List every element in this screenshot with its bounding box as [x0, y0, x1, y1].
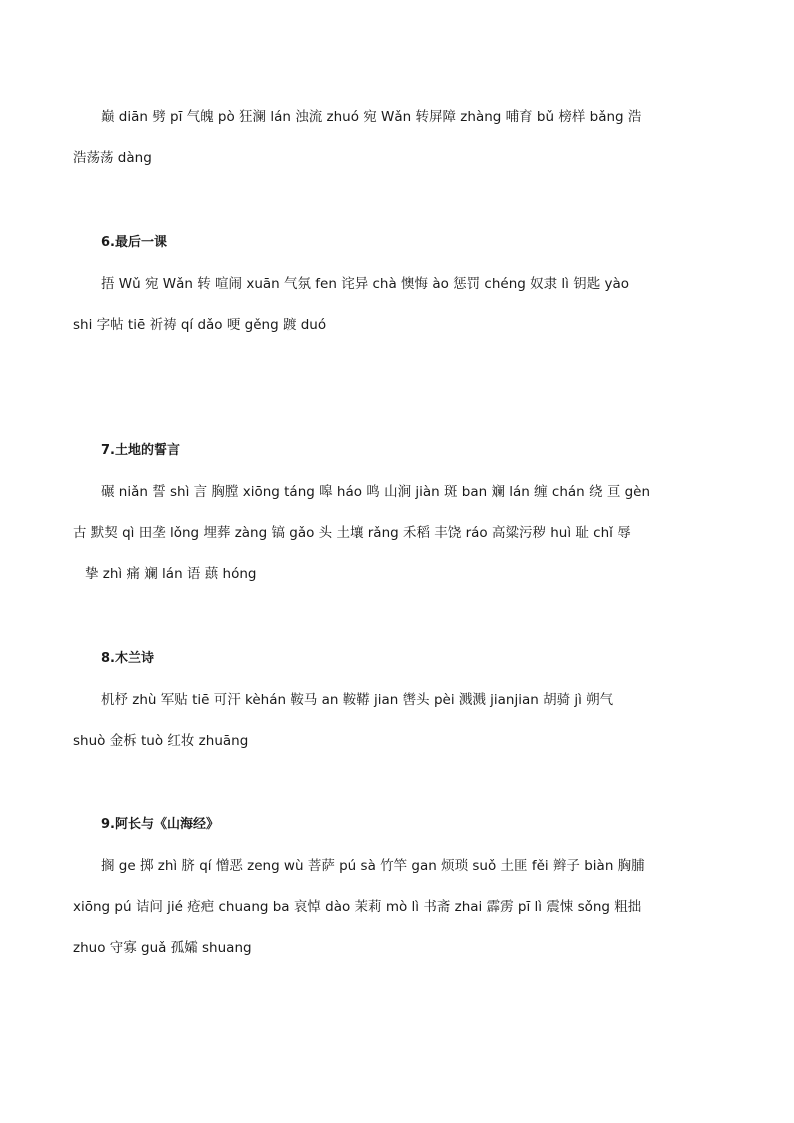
- section-heading-9: 9.阿长与《山海经》: [101, 817, 219, 832]
- vocab-line: xiōng pú 诘问 jié 疮疤 chuang ba 哀悼 dào 茉莉 mò lì 书斋 zhai 霹雳 pī lì 震悚 sǒng 粗拙: [73, 899, 642, 915]
- vocab-line: 机杼 zhù 军贴 tiē 可汗 kèhán 鞍马 an 鞍鞯 jian 辔头 pèi 溅溅 jianjian 胡骑 jì 朔气: [101, 692, 614, 708]
- section-heading-7: 7.土地的誓言: [101, 443, 180, 458]
- vocab-line: 搁 ge 掷 zhì 脐 qí 憎恶 zeng wù 菩萨 pú sà 竹竿 gan 烦琐 suǒ 土匪 fěi 辫子 biàn 胸脯: [101, 858, 645, 874]
- vocab-paragraph-6: [73, 264, 733, 346]
- vocab-line: zhuo 守寡 guǎ 孤孀 shuang: [73, 940, 252, 956]
- vocab-line: shi 字帖 tiē 祈祷 qí dǎo 哽 gěng 踱 duó: [73, 317, 327, 333]
- vocab-line: 捂 Wǔ 宛 Wǎn 转 喧闹 xuān 气氛 fen 诧异 chà 懊悔 ào 惩罚 chéng 奴隶 lì 钥匙 yào: [101, 276, 630, 292]
- vocab-paragraph-8: [73, 680, 733, 762]
- vocab-paragraph-7: [73, 472, 733, 595]
- section-heading-8: 8.木兰诗: [101, 651, 154, 666]
- vocab-line: 碾 niǎn 誓 shì 言 胸膛 xiōng táng 嗥 háo 鸣 山涧 jiàn 斑 ban 斓 lán 缠 chán 绕 亘 gèn: [101, 484, 651, 500]
- vocab-line: shuò 金柝 tuò 红妆 zhuāng: [73, 733, 249, 749]
- vocab-paragraph-9: [73, 846, 733, 969]
- vocab-line: 古 默契 qì 田垄 lǒng 埋葬 zàng 镐 gǎo 头 土壤 rǎng 禾稻 丰饶 ráo 高粱污秽 huì 耻 chǐ 辱: [73, 525, 631, 541]
- section-heading-6: 6.最后一课: [101, 235, 167, 250]
- vocab-line: 浩荡荡 dàng: [73, 150, 152, 166]
- vocab-line: 巅 diān 劈 pī 气魄 pò 狂澜 lán 浊流 zhuó 宛 Wǎn 转屏障 zhàng 哺育 bǔ 榜样 bǎng 浩: [101, 109, 642, 125]
- vocab-line: 挚 zhì 痛 斓 lán 语 蕻 hóng: [85, 566, 257, 582]
- vocab-paragraph-continued: [73, 97, 733, 179]
